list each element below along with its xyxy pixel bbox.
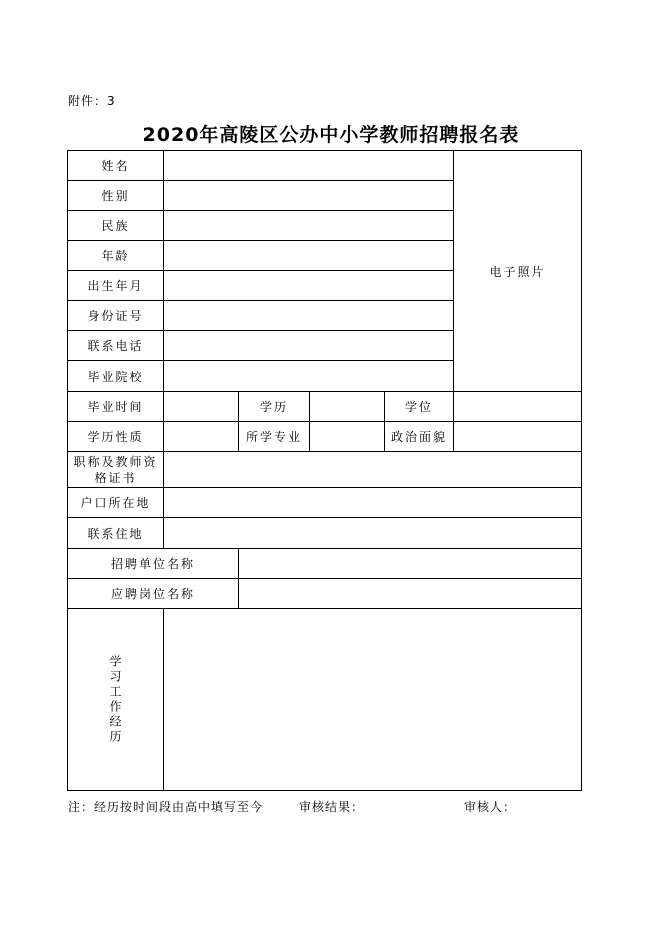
id-number-label: 身份证号: [68, 301, 164, 331]
major-value-cell[interactable]: [310, 422, 385, 452]
cert-label: 职称及教师资格证书: [68, 452, 164, 488]
gender-value-cell[interactable]: [164, 181, 454, 211]
photo-cell[interactable]: 电子照片: [454, 151, 582, 392]
birth-label: 出生年月: [68, 271, 164, 301]
registration-form-table: [67, 150, 582, 791]
phone-value-cell[interactable]: [164, 331, 454, 361]
education-value-cell[interactable]: [310, 392, 385, 422]
address-label: 联系住地: [68, 518, 164, 549]
address-value-cell[interactable]: [164, 518, 582, 549]
school-value-cell[interactable]: [164, 361, 454, 392]
major-label: 所学专业: [239, 422, 310, 452]
hukou-value-cell[interactable]: [164, 488, 582, 518]
school-label: 毕业院校: [68, 361, 164, 392]
footer-note-row: [68, 798, 516, 815]
political-label: 政治面貌: [385, 422, 454, 452]
grad-time-label: 毕业时间: [68, 392, 164, 422]
ethnicity-value-cell[interactable]: [164, 211, 454, 241]
form-title: 2020年高陵区公办中小学教师招聘报名表: [142, 124, 520, 146]
employer-value-cell[interactable]: [239, 549, 582, 579]
gender-label: 性别: [68, 181, 164, 211]
name-value-cell[interactable]: [164, 151, 454, 181]
experience-label-cell: [68, 609, 164, 791]
name-label: 姓名: [68, 151, 164, 181]
edu-nature-label: 学历性质: [68, 422, 164, 452]
position-value-cell[interactable]: [239, 579, 582, 609]
phone-label: 联系电话: [68, 331, 164, 361]
birth-value-cell[interactable]: [164, 271, 454, 301]
review-result-label: 审核结果：: [299, 800, 365, 814]
edu-nature-value-cell[interactable]: [164, 422, 239, 452]
degree-value-cell[interactable]: [454, 392, 582, 422]
age-value-cell[interactable]: [164, 241, 454, 271]
id-number-value-cell[interactable]: [164, 301, 454, 331]
age-label: 年龄: [68, 241, 164, 271]
ethnicity-label: 民族: [68, 211, 164, 241]
degree-label: 学位: [385, 392, 454, 422]
attachment-label: 附件：3: [68, 94, 116, 108]
experience-value-cell[interactable]: [164, 609, 582, 791]
position-label: 应聘岗位名称: [68, 579, 239, 609]
experience-label: 学习工作经历: [108, 654, 122, 745]
education-label: 学历: [239, 392, 310, 422]
cert-value-cell[interactable]: [164, 452, 582, 488]
employer-label: 招聘单位名称: [68, 549, 239, 579]
hukou-label: 户口所在地: [68, 488, 164, 518]
grad-time-value-cell[interactable]: [164, 392, 239, 422]
reviewer-label: 审核人：: [464, 800, 517, 814]
political-value-cell[interactable]: [454, 422, 582, 452]
footer-note: 注：经历按时间段由高中填写至今: [68, 800, 264, 814]
